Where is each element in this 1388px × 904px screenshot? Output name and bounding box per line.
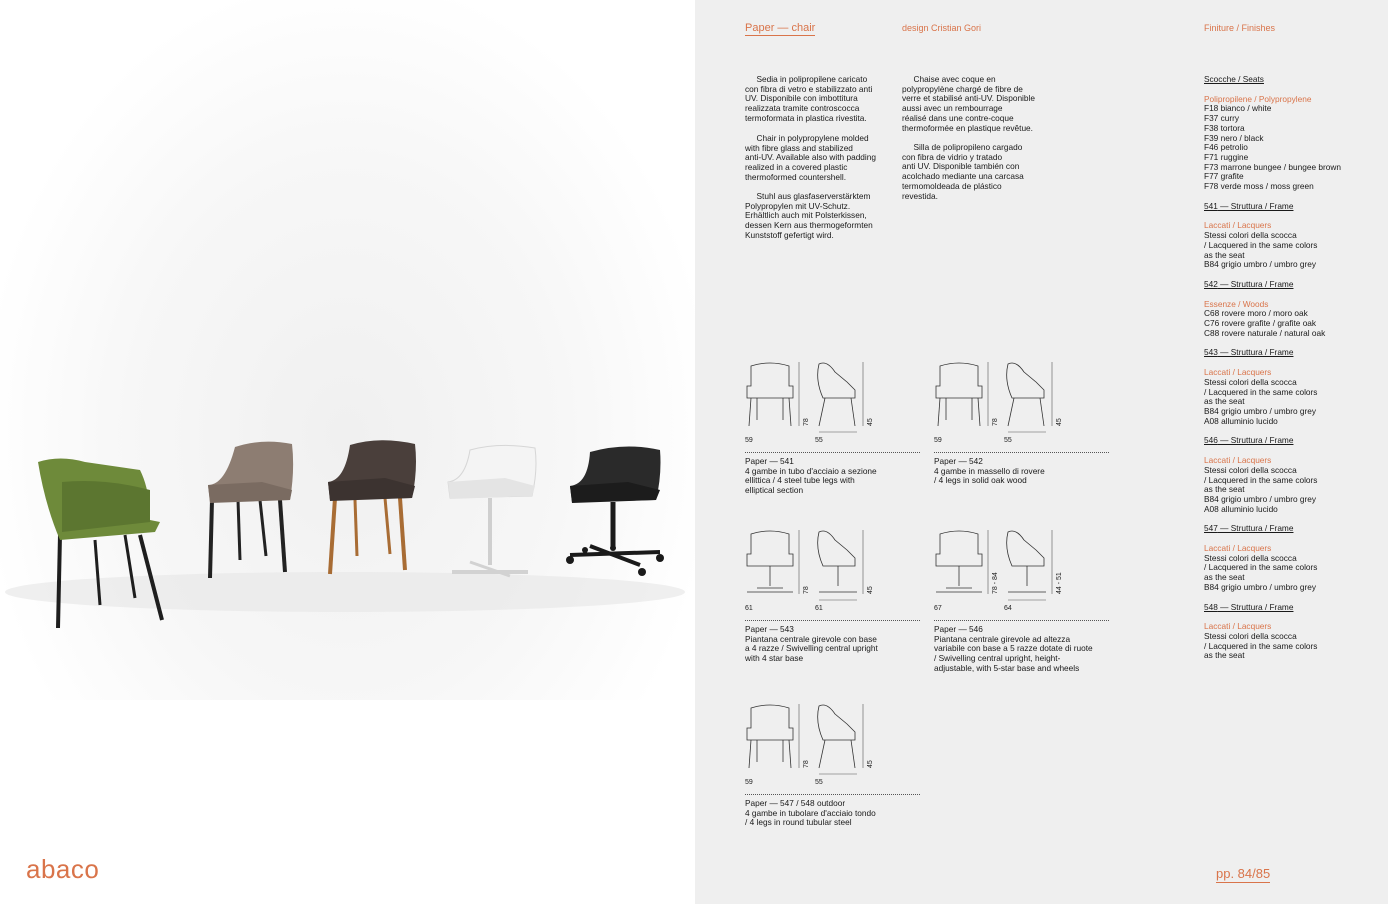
poly-items [1204, 104, 1384, 191]
svg-text:78: 78 [992, 418, 999, 426]
finish-item: A08 alluminio lucido [1204, 503, 1278, 514]
frame-542-heading: 542 — Struttura / Frame [1204, 278, 1294, 289]
svg-text:61: 61 [745, 605, 753, 612]
brand-logo: abaco [26, 854, 100, 884]
model-546-caption: Paper — 546 Piantana centrale girevole ad altezza variabile con base a 5 razze dotate di ruote / Swivelling central upright, height- adjustable, with 5-star base and wheels [934, 624, 1093, 673]
svg-text:64: 64 [1004, 605, 1012, 612]
frame-541-heading: 541 — Struttura / Frame [1204, 200, 1294, 211]
poly-heading: Polipropilene / Polypropylene [1204, 93, 1312, 104]
finish-item: F78 verde moss / moss green [1204, 181, 1314, 192]
frame-546-heading: 546 — Struttura / Frame [1204, 435, 1294, 446]
finish-item: as the seat [1204, 572, 1245, 583]
model-543-caption: Paper — 543 Piantana centrale girevole con base a 4 razze / Swivelling central upright with 4 star base [745, 624, 878, 664]
finish-item: F39 nero / black [1204, 132, 1264, 143]
description-italian: Sedia in polipropilene caricato con fibra di vetro e stabilizzato anti UV. Disponibile con imbottitura realizzata tramite controscocca termoformata in plastica rivestita. [745, 74, 873, 123]
finish-item: as the seat [1204, 484, 1245, 495]
finish-item: B84 grigio umbro / umbro grey [1204, 405, 1317, 416]
description-spanish: Silla de polipropileno cargado con fibra de vidrio y tratado anti UV. Disponible también con acolchado mediante una carcasa termomoldeada de plástico revestida. [902, 142, 1024, 201]
model-542 [934, 360, 1109, 486]
svg-text:45: 45 [867, 586, 874, 594]
svg-text:78 - 84: 78 - 84 [992, 572, 999, 594]
finish-item: B84 grigio umbro / umbro grey [1204, 493, 1317, 504]
svg-text:59: 59 [745, 437, 753, 444]
finish-item: as the seat [1204, 650, 1245, 661]
finish-item: B84 grigio umbro / umbro grey [1204, 581, 1317, 592]
finish-item: / Lacquered in the same colors [1204, 239, 1318, 250]
frame-542-sub: Essenze / Woods [1204, 298, 1269, 309]
model-543 [745, 528, 920, 664]
finish-item: C68 rovere moro / moro oak [1204, 308, 1308, 319]
finish-item: / Lacquered in the same colors [1204, 640, 1318, 651]
finish-item: F38 tortora [1204, 122, 1245, 133]
model-divider [934, 620, 1109, 621]
finish-item: A08 alluminio lucido [1204, 415, 1278, 426]
finish-item: F73 marrone bungee / bungee brown [1204, 161, 1341, 172]
finish-item: B84 grigio umbro / umbro grey [1204, 259, 1317, 270]
svg-text:55: 55 [815, 437, 823, 444]
model-divider [745, 452, 920, 453]
model-541 [745, 360, 920, 496]
finish-item: / Lacquered in the same colors [1204, 386, 1318, 397]
page-numbers: pp. 84/85 [1216, 866, 1271, 881]
model-547-drawing [745, 702, 920, 790]
svg-text:59: 59 [745, 779, 753, 786]
model-542-drawing [934, 360, 1109, 448]
chair-brown [328, 440, 416, 574]
finish-item: C76 rovere grafite / grafite oak [1204, 318, 1317, 329]
finish-item: as the seat [1204, 396, 1245, 407]
frame-541-items [1204, 231, 1384, 270]
finish-item: Stessi colori della scocca [1204, 464, 1297, 475]
frame-543-items [1204, 378, 1384, 427]
model-divider [934, 452, 1109, 453]
finish-item: / Lacquered in the same colors [1204, 474, 1318, 485]
svg-text:78: 78 [803, 760, 810, 768]
finish-item: Stessi colori della scocca [1204, 630, 1297, 641]
svg-text:59: 59 [934, 437, 942, 444]
chair-black [566, 446, 664, 576]
description-german: Stuhl aus glasfaserverstärktem Polypropylen mit UV-Schutz. Erhältlich auch mit Polsterkissen, dessen Kern aus thermogeformten Kunststoff gefertigt wird. [745, 191, 873, 240]
model-543-drawing [745, 528, 920, 616]
model-547-548 [745, 702, 920, 828]
finish-item: C88 rovere naturale / natural oak [1204, 327, 1326, 338]
model-546-drawing [934, 528, 1109, 616]
finishes-list [1204, 75, 1384, 661]
finish-item: F77 grafite [1204, 171, 1244, 182]
finish-item: F46 petrolio [1204, 142, 1248, 153]
svg-text:44 - 51: 44 - 51 [1056, 572, 1063, 594]
frame-547-items [1204, 554, 1384, 593]
frame-543-heading: 543 — Struttura / Frame [1204, 347, 1294, 358]
svg-text:78: 78 [803, 586, 810, 594]
model-divider [745, 794, 920, 795]
finish-item: Stessi colori della scocca [1204, 230, 1297, 241]
svg-text:45: 45 [1056, 418, 1063, 426]
frame-548-items [1204, 632, 1384, 661]
frame-542-items [1204, 309, 1384, 338]
designer-credit: design Cristian Gori [902, 23, 982, 33]
description-english: Chair in polypropylene molded with fibre glass and stabilized anti-UV. Available also with padding realized in a covered plastic thermoformed countershell. [745, 133, 876, 182]
svg-text:55: 55 [815, 779, 823, 786]
svg-text:61: 61 [815, 605, 823, 612]
frame-546-items [1204, 466, 1384, 515]
finish-item: as the seat [1204, 249, 1245, 260]
description-french: Chaise avec coque en polypropylène chargé de fibre de verre et stabilisé anti-UV. Disponible aussi avec un rembourrage réalisé dans une contre-coque thermoformée en plastique revêtue. [902, 74, 1035, 133]
model-542-caption: Paper — 542 4 gambe in massello di rovere / 4 legs in solid oak wood [934, 456, 1045, 486]
spec-page [695, 0, 1388, 904]
svg-text:78: 78 [803, 418, 810, 426]
finish-item: / Lacquered in the same colors [1204, 562, 1318, 573]
product-title: Paper — chair [745, 22, 816, 34]
frame-546-sub: Laccati / Lacquers [1204, 455, 1272, 466]
svg-text:45: 45 [867, 760, 874, 768]
finish-item: Stessi colori della scocca [1204, 376, 1297, 387]
frame-541-sub: Laccati / Lacquers [1204, 220, 1272, 231]
finish-item: F37 curry [1204, 113, 1240, 124]
frame-547-sub: Laccati / Lacquers [1204, 543, 1272, 554]
model-divider [745, 620, 920, 621]
svg-text:45: 45 [867, 418, 874, 426]
finish-item: Stessi colori della scocca [1204, 552, 1297, 563]
model-541-caption: Paper — 541 4 gambe in tubo d'acciaio a sezione ellittica / 4 steel tube legs with elliptical section [745, 456, 877, 496]
svg-text:67: 67 [934, 605, 942, 612]
frame-548-heading: 548 — Struttura / Frame [1204, 601, 1294, 612]
svg-text:55: 55 [1004, 437, 1012, 444]
chair-taupe [208, 442, 293, 578]
model-546 [934, 528, 1109, 674]
model-547-caption: Paper — 547 / 548 outdoor 4 gambe in tubolare d'acciaio tondo / 4 legs in round tubular steel [745, 798, 876, 828]
chair-white [448, 445, 536, 576]
finish-item: F71 ruggine [1204, 151, 1249, 162]
model-541-drawing [745, 360, 920, 448]
frame-548-sub: Laccati / Lacquers [1204, 621, 1272, 632]
finish-item: F18 bianco / white [1204, 103, 1272, 114]
frame-543-sub: Laccati / Lacquers [1204, 367, 1272, 378]
finishes-heading: Finiture / Finishes [1204, 23, 1276, 33]
frame-547-heading: 547 — Struttura / Frame [1204, 523, 1294, 534]
seats-heading: Scocche / Seats [1204, 74, 1264, 84]
